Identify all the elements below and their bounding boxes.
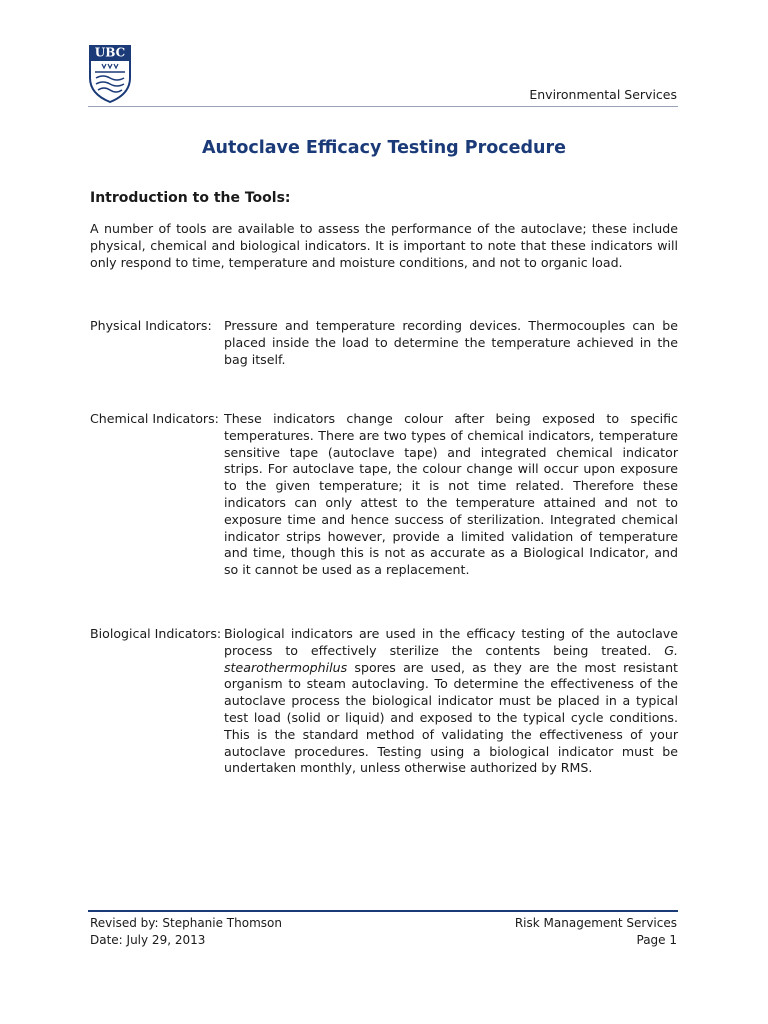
- footer-left: [90, 915, 282, 949]
- biological-text-part-2: spores are used, as they are the most resistant organism to steam autoclaving. To determine the effectiveness of the autoclave process the biological indicator must be placed in a typical test load (solid or liquid) and exposed to the typical cycle conditions. This is the standard method of validating the effectiveness of your autoclave procedures. Testing using a biological indicator must be undertaken monthly, unless otherwise authorized by RMS.: [224, 659, 678, 776]
- chemical-indicators-text: These indicators change colour after being exposed to specific temperatures. There are two types of chemical indicators, temperature sensitive tape (autoclave tape) and integrated chemical indicator strips. For autoclave tape, the colour change will occur upon exposure to the given temperature; it is not time related. Therefore these indicators can only attest to the temperature attained and not to exposure time and hence success of sterilization. Integrated chemical indicator strips however, provide a limited validation of temperature and time, though this is not as accurate as a Biological Indicator, and so it cannot be used as a replacement.: [224, 411, 678, 578]
- biological-indicators-label: Biological Indicators:: [90, 626, 222, 641]
- biological-text-part-1: Biological indicators are used in the efficacy testing of the autoclave process to effectively sterilize the contents being treated.: [224, 626, 678, 658]
- department-name: Environmental Services: [529, 87, 677, 102]
- species-name: G. stearothermophilus: [224, 642, 678, 675]
- revised-by: Revised by: Stephanie Thomson: [90, 916, 282, 930]
- page-number: Page 1: [636, 933, 677, 947]
- logo-text: UBC: [94, 45, 126, 60]
- footer-right: [515, 915, 677, 949]
- revision-date: Date: July 29, 2013: [90, 933, 206, 947]
- ubc-logo: [88, 44, 132, 104]
- intro-paragraph: A number of tools are available to assess the performance of the autoclave; these include physical, chemical and biological indicators. It is important to note that these indicators will only respond to time, temperature and moisture conditions, and not to organic load.: [90, 221, 678, 270]
- physical-indicators-label: Physical Indicators:: [90, 318, 212, 333]
- document-title: Autoclave Efficacy Testing Procedure: [201, 138, 566, 158]
- footer-organization: Risk Management Services: [514, 916, 677, 930]
- chemical-indicators-label: Chemical Indicators:: [90, 411, 219, 426]
- header-divider: [88, 106, 678, 107]
- intro-heading: Introduction to the Tools:: [90, 190, 291, 206]
- physical-indicators-text: Pressure and temperature recording devices. Thermocouples can be placed inside the load to determine the temperature achieved in the bag itself.: [224, 318, 678, 367]
- biological-indicators-text: [224, 626, 678, 777]
- footer-divider: [88, 910, 678, 912]
